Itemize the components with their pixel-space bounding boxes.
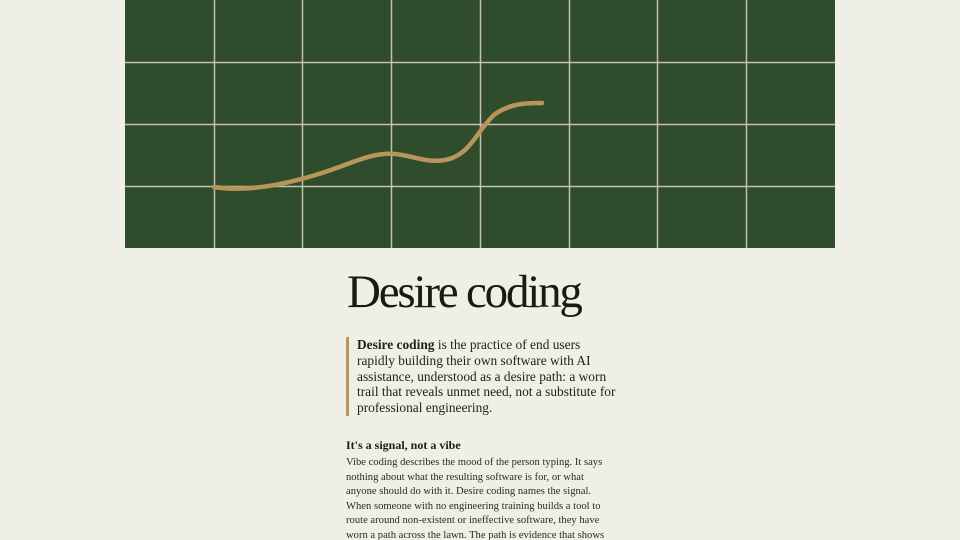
lede-definition: is the practice of end users rapidly building their own software with AI assistance, understood as a desire path: a worn trail that reveals unmet need, not a substitute for professional engineering. — [357, 337, 616, 416]
grid-with-desire-path-graphic — [125, 0, 835, 248]
lede-term: Desire coding — [357, 337, 435, 352]
section-heading: It's a signal, not a vibe — [346, 438, 461, 452]
grid-lines — [125, 0, 835, 248]
lede-callout — [346, 337, 619, 416]
desire-path-line — [214, 103, 542, 189]
article-title: Desire coding — [347, 266, 581, 318]
hero-illustration — [125, 0, 835, 248]
section-body-text: Vibe coding describes the mood of the person typing. It says nothing about what the resulting software is for, or what anyone should do with it. Desire coding names the signal. When someone with no engineering training builds a tool to route around non-existent or ineffective software, they have worn a path across the lawn. The path is evidence that shows — [346, 457, 605, 540]
